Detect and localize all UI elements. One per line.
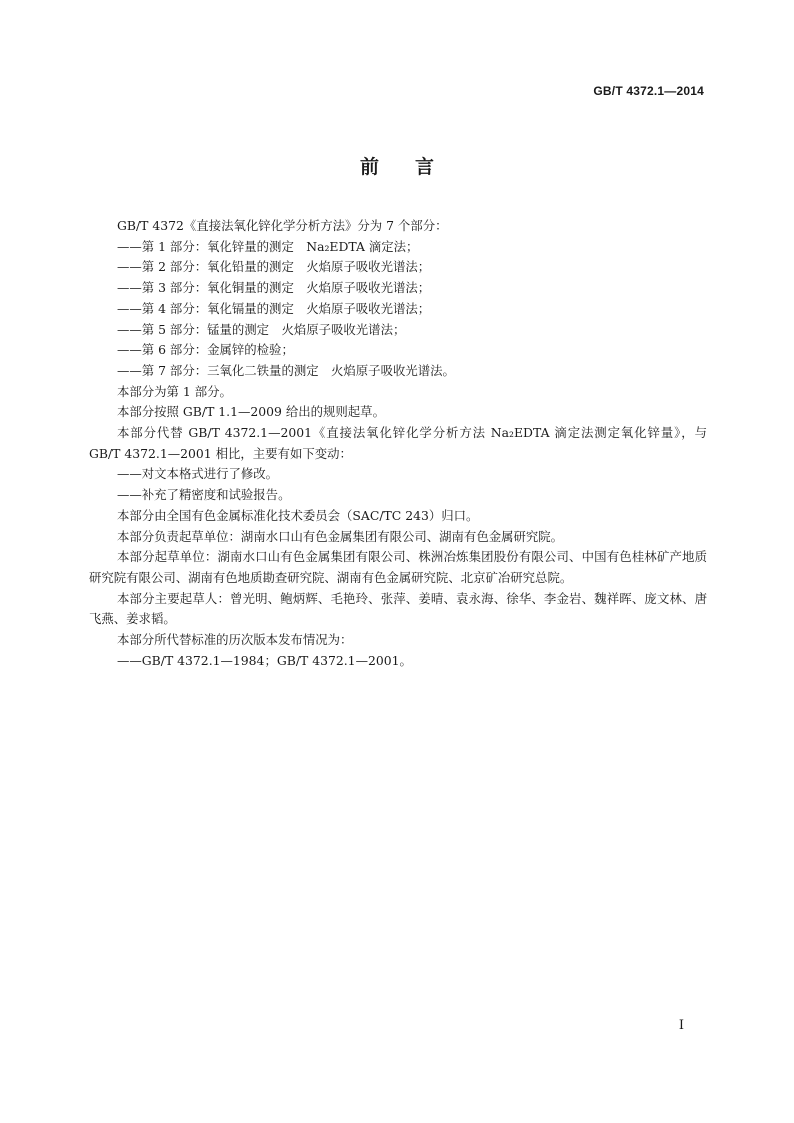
list-item-part-1: ——第 1 部分：氧化锌量的测定 Na₂EDTA 滴定法； (117, 238, 419, 254)
list-item-part-6: ——第 6 部分：金属锌的检验； (117, 342, 294, 358)
list-item-part-4: ——第 4 部分：氧化镉量的测定 火焰原子吸收光谱法； (117, 300, 431, 316)
paragraph-parts-intro: GB/T 4372《直接法氧化锌化学分析方法》分为 7 个部分： (117, 218, 448, 233)
list-item-part-3: ——第 3 部分：氧化铜量的测定 火焰原子吸收光谱法； (117, 280, 431, 296)
paragraph-replaces: 本部分代替 GB/T 4372.1—2001《直接法氧化锌化学分析方法 Na₂EDTA 滴定法测定氧化锌量》，与 GB/T 4372.1—2001 相比，主要有如下变动： (89, 425, 707, 461)
paragraph-responsible-units: 本部分负责起草单位：湖南水口山有色金属集团有限公司、湖南有色金属研究院。 (117, 528, 564, 544)
page-number: I (678, 1018, 684, 1033)
list-item-change-2: ——补充了精密度和试验报告。 (117, 487, 291, 503)
paragraph-drafting-units: 本部分起草单位：湖南水口山有色金属集团有限公司、株洲冶炼集团股份有限公司、中国有色桂林矿产地质研究院有限公司、湖南有色地质勘查研究院、湖南有色金属研究院、北京矿冶研究总院。 (89, 549, 707, 585)
list-item-change-1: ——对文本格式进行了修改。 (117, 466, 279, 482)
standard-number: GB/T 4372.1—2014 (593, 84, 704, 98)
paragraph-part-number: 本部分为第 1 部分。 (117, 383, 232, 399)
paragraph-drafting-rules: 本部分按照 GB/T 1.1—2009 给出的规则起草。 (117, 404, 385, 420)
foreword-body (89, 216, 707, 671)
paragraph-centralized-by: 本部分由全国有色金属标准化技术委员会（SAC/TC 243）归口。 (117, 507, 479, 523)
page-title: 前言 (359, 156, 470, 178)
list-item-part-5: ——第 5 部分：锰量的测定 火焰原子吸收光谱法； (117, 321, 406, 337)
paragraph-previous-editions: 本部分所代替标准的历次版本发布情况为： (117, 632, 353, 648)
list-item-part-7: ——第 7 部分：三氧化二铁量的测定 火焰原子吸收光谱法。 (117, 362, 455, 378)
list-item-previous-editions: ——GB/T 4372.1—1984；GB/T 4372.1—2001。 (117, 652, 412, 668)
list-item-part-2: ——第 2 部分：氧化铅量的测定 火焰原子吸收光谱法； (117, 259, 431, 275)
paragraph-drafters: 本部分主要起草人：曾光明、鲍炳辉、毛艳玲、张萍、姜晴、袁永海、徐华、李金岩、魏祥晖、庞文林、唐飞燕、姜求韬。 (89, 590, 707, 627)
